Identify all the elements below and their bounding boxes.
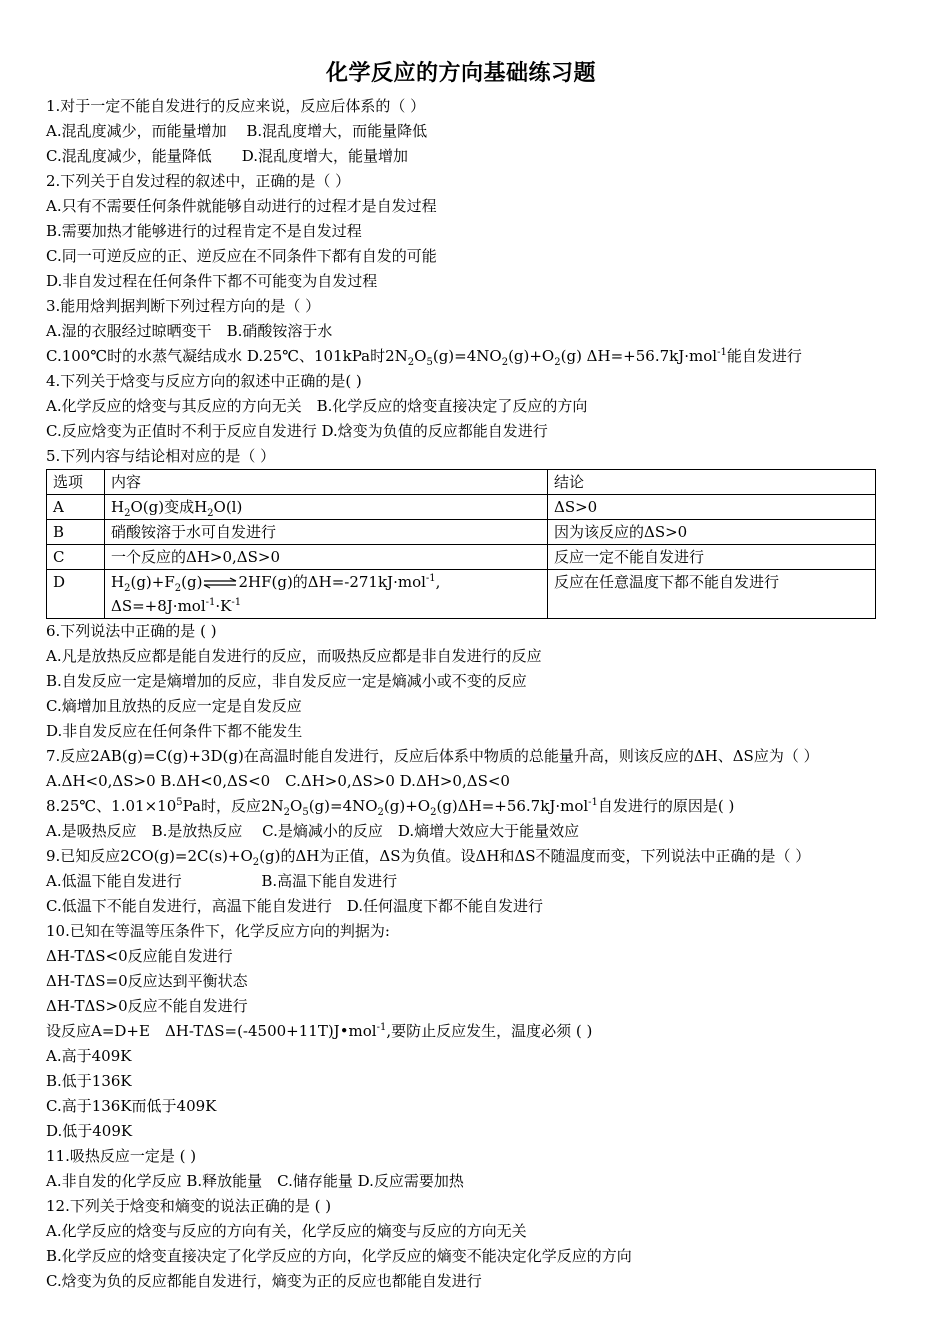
text: 设反应A=D+E ΔH-TΔS=(-4500+11T)J•mol	[46, 1022, 377, 1040]
text: 2HF(g)的ΔH=-271kJ·mol	[238, 573, 426, 591]
row-option: B	[47, 520, 105, 545]
q8-options: A.是吸热反应 B.是放热反应 C.是熵减小的反应 D.熵增大效应大于能量效应	[46, 822, 580, 840]
q6-option-d: D.非自发反应在任何条件下都不能发生	[46, 722, 303, 740]
q10-criterion-3: ΔH-TΔS>0反应不能自发进行	[46, 997, 248, 1015]
q2-option-d: D.非自发过程在任何条件下都不可能变为自发过程	[46, 272, 378, 290]
q3-text: 能自发进行	[726, 347, 802, 365]
q10-stem: 10.已知在等温等压条件下，化学反应方向的判据为:	[46, 922, 390, 940]
q9-options-cd: C.低温下不能自发进行，高温下能自发进行 D.任何温度下都不能自发进行	[46, 897, 543, 915]
subscript: 2	[377, 807, 384, 818]
q6-stem: 6.下列说法中正确的是 ( )	[46, 622, 217, 640]
text: (g)的ΔH为正值，ΔS为负值。设ΔH和ΔS不随温度而变，下列说法中正确的是（ ）	[259, 847, 811, 865]
subscript: 2	[174, 583, 182, 594]
text: ·K	[215, 597, 232, 615]
header-conclusion: 结论	[548, 470, 876, 495]
row-content	[105, 570, 548, 619]
subscript: 5	[302, 807, 309, 818]
q3-text: (g) ΔH=+56.7kJ·mol	[560, 347, 718, 365]
row-option: A	[47, 495, 105, 520]
superscript: -1	[231, 597, 242, 608]
questions	[46, 94, 876, 1294]
subscript: 2	[124, 583, 131, 594]
row-option: D	[47, 570, 105, 619]
table-row	[47, 520, 876, 545]
q12-option-c: C.焓变为负的反应都能自发进行，熵变为正的反应也都能自发进行	[46, 1272, 482, 1290]
q5-table	[46, 469, 876, 619]
row-conclusion: 反应一定不能自发进行	[548, 545, 876, 570]
q3-text: (g)+O	[508, 347, 555, 365]
subscript: 2	[283, 807, 291, 818]
subscript: 2	[501, 357, 509, 368]
row-conclusion: 反应在任意温度下都不能自发进行	[548, 570, 876, 619]
subscript: 2	[207, 508, 214, 519]
text: (g)+O	[383, 797, 431, 815]
q2-stem: 2.下列关于自发过程的叙述中，正确的是（ ）	[46, 172, 351, 190]
row-content	[105, 495, 548, 520]
q10-criterion-1: ΔH-TΔS<0反应能自发进行	[46, 947, 233, 965]
superscript: -1	[205, 597, 216, 608]
text: (g)=4NO	[308, 797, 378, 815]
table-row	[47, 545, 876, 570]
text: H	[111, 498, 125, 516]
text: ,要防止反应发生，温度必须 ( )	[386, 1022, 593, 1040]
subscript: 2	[554, 357, 561, 368]
superscript: 5	[176, 797, 183, 808]
q10-criterion-2: ΔH-TΔS=0反应达到平衡状态	[46, 972, 248, 990]
table-row	[47, 495, 876, 520]
q3-stem: 3.能用焓判据判断下列过程方向的是（ ）	[46, 297, 321, 315]
text: 自发进行的原因是( )	[597, 797, 735, 815]
superscript: -1	[425, 573, 436, 584]
row-conclusion: ΔS>0	[548, 495, 876, 520]
q10-option-b: B.低于136K	[46, 1072, 132, 1090]
q1-options-ab: A.混乱度减少，而能量增加 B.混乱度增大，而能量降低	[46, 122, 428, 140]
text: O(l)	[213, 498, 243, 516]
q8-stem	[46, 794, 876, 819]
q12-option-a: A.化学反应的焓变与反应的方向有关，化学反应的熵变与反应的方向无关	[46, 1222, 527, 1240]
text: O(g)变成H	[130, 498, 208, 516]
q10-option-c: C.高于136K而低于409K	[46, 1097, 217, 1115]
equilibrium-arrow-icon	[202, 577, 238, 589]
subscript: 2	[430, 807, 437, 818]
q3-text: O	[414, 347, 427, 365]
q1-stem: 1.对于一定不能自发进行的反应来说，反应后体系的（ ）	[46, 97, 426, 115]
row-content: 硝酸铵溶于水可自发进行	[105, 520, 548, 545]
q6-option-a: A.凡是放热反应都是能自发进行的反应，而吸热反应都是非自发进行的反应	[46, 647, 542, 665]
q6-option-b: B.自发反应一定是熵增加的反应，非自发反应一定是熵减小或不变的反应	[46, 672, 527, 690]
q2-option-a: A.只有不需要任何条件就能够自动进行的过程才是自发过程	[46, 197, 437, 215]
text: ,	[435, 573, 441, 591]
text: H	[111, 573, 125, 591]
q11-stem: 11.吸热反应一定是 ( )	[46, 1147, 197, 1165]
text: (g)+F	[130, 573, 175, 591]
subscript: 2	[124, 508, 131, 519]
q10-option-d: D.低于409K	[46, 1122, 133, 1140]
q4-stem: 4.下列关于焓变与反应方向的叙述中正确的是( )	[46, 372, 362, 390]
text: O	[290, 797, 303, 815]
q7-options: A.ΔH<0,ΔS>0 B.ΔH<0,ΔS<0 C.ΔH>0,ΔS>0 D.ΔH>0,ΔS<0	[46, 772, 510, 790]
q4-options-cd: C.反应焓变为正值时不利于反应自发进行 D.焓变为负值的反应都能自发进行	[46, 422, 548, 440]
q3-text: C.100℃时的水蒸气凝结成水 D.25℃、101kPa时2N	[46, 347, 408, 365]
q9-stem	[46, 844, 876, 869]
q3-options-ab: A.湿的衣服经过晾晒变干 B.硝酸铵溶于水	[46, 322, 333, 340]
q3-text: (g)=4NO	[432, 347, 502, 365]
text: (g)	[181, 573, 203, 591]
row-option: C	[47, 545, 105, 570]
table-header-row	[47, 470, 876, 495]
q3-options-cd	[46, 344, 876, 369]
q1-options-cd: C.混乱度减少，能量降低 D.混乱度增大，能量增加	[46, 147, 408, 165]
q7-stem: 7.反应2AB(g)=C(g)+3D(g)在高温时能自发进行，反应后体系中物质的总能量升高，则该反应的ΔH、ΔS应为（ ）	[46, 747, 819, 765]
text: (g)ΔH=+56.7kJ·mol	[436, 797, 589, 815]
q11-options: A.非自发的化学反应 B.释放能量 C.储存能量 D.反应需要加热	[46, 1172, 464, 1190]
text: ΔS=+8J·mol	[111, 597, 206, 615]
superscript: -1	[717, 347, 727, 358]
q9-options-ab: A.低温下能自发进行 B.高温下能自发进行	[46, 872, 398, 890]
header-option: 选项	[47, 470, 105, 495]
q2-option-b: B.需要加热才能够进行的过程肯定不是自发过程	[46, 222, 362, 240]
subscript: 5	[426, 357, 433, 368]
subscript: 2	[252, 857, 260, 868]
q2-option-c: C.同一可逆反应的正、逆反应在不同条件下都有自发的可能	[46, 247, 437, 265]
superscript: -1	[588, 797, 598, 808]
text: 8.25℃、1.01×10	[46, 797, 177, 815]
q12-stem: 12.下列关于焓变和熵变的说法正确的是 ( )	[46, 1197, 332, 1215]
superscript: -1	[376, 1022, 387, 1033]
header-content: 内容	[105, 470, 548, 495]
q6-option-c: C.熵增加且放热的反应一定是自发反应	[46, 697, 302, 715]
q12-option-b: B.化学反应的焓变直接决定了化学反应的方向，化学反应的熵变不能决定化学反应的方向	[46, 1247, 632, 1265]
text: Pa时，反应2N	[182, 797, 284, 815]
table-row	[47, 570, 876, 619]
q4-options-ab: A.化学反应的焓变与其反应的方向无关 B.化学反应的焓变直接决定了反应的方向	[46, 397, 588, 415]
text: 9.已知反应2CO(g)=2C(s)+O	[46, 847, 253, 865]
row-content: 一个反应的ΔH>0,ΔS>0	[105, 545, 548, 570]
page-title: 化学反应的方向基础练习题	[325, 61, 596, 86]
q5-stem: 5.下列内容与结论相对应的是（ ）	[46, 447, 276, 465]
row-conclusion: 因为该反应的ΔS>0	[548, 520, 876, 545]
q10-question	[46, 1019, 876, 1044]
q10-option-a: A.高于409K	[46, 1047, 132, 1065]
subscript: 2	[407, 357, 415, 368]
